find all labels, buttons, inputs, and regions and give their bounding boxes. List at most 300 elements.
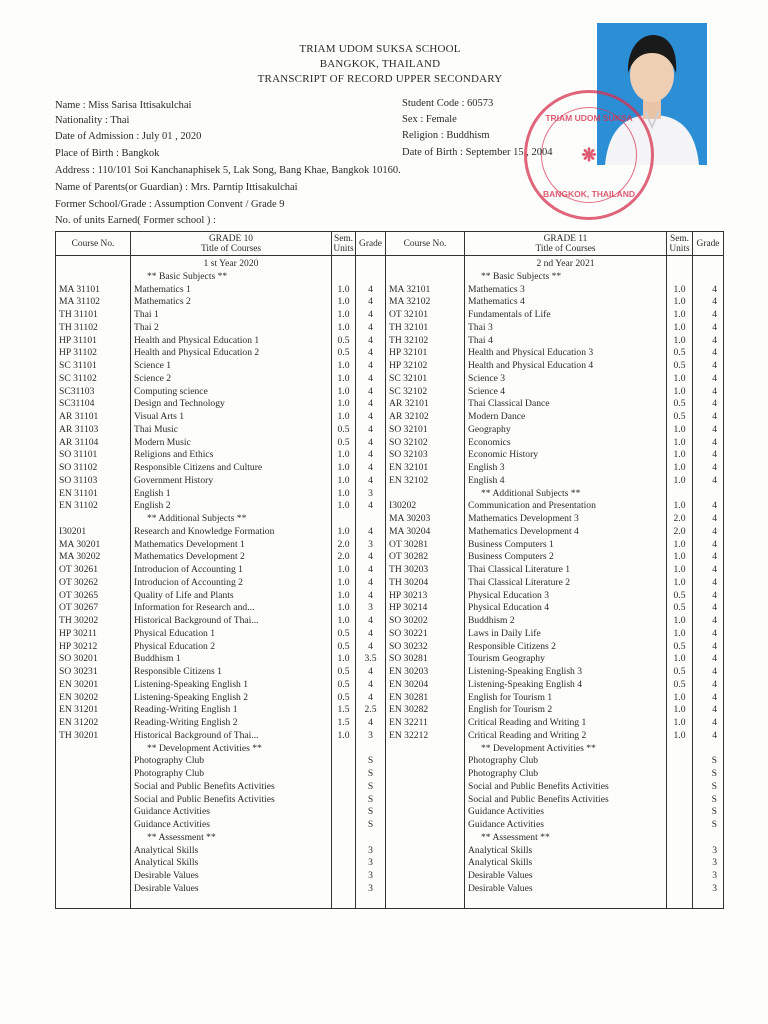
date-of-birth: Date of Birth : September 15 , 2004 [402,147,553,158]
course-grade: 4 [712,691,717,703]
course-grade: 4 [712,525,717,537]
course-code: OT 32101 [389,309,428,320]
course-code: EN 31101 [59,487,98,499]
course-grade: 4 [368,347,373,359]
year-row-grade [693,258,723,271]
course-grade: 4 [368,398,373,410]
course-units: 1.0 [673,372,686,384]
course-units [332,857,355,870]
course-title: Health and Physical Education 3 [468,347,594,359]
course-title: Thai Classical Dance [468,398,550,410]
course-code: HP 31102 [59,347,97,359]
course-code: OT 30267 [59,602,98,614]
course-grade: S [711,755,717,767]
course-code: SO 30221 [389,627,428,639]
course-title: English 3 [468,462,505,473]
course-code: EN 32212 [389,729,429,741]
course-title: Quality of Life and Plants [134,589,234,601]
course-title: Physical Education 1 [134,627,215,639]
course-title: Historical Background of Thai... [134,729,259,741]
course-title: Thai 3 [468,321,493,333]
course-code [386,806,464,819]
course-title: Thai Music [134,423,178,435]
course-units [332,768,355,781]
course-grade: 4 [712,334,717,346]
course-grade: 3 [368,844,373,856]
course-code: EN 32211 [389,717,428,728]
course-code: EN 31102 [59,500,98,512]
course-units: 0.5 [673,398,686,410]
course-title: Introducion of Accounting 2 [134,576,243,588]
course-title: Mathematics Development 1 [134,538,245,550]
course-code: EN 30201 [59,678,99,690]
course-code: TH 32102 [389,334,429,346]
course-code: OT 30262 [59,576,98,588]
course-title: Health and Physical Education 2 [134,347,260,359]
course-title: Reading-Writing English 1 [134,704,238,716]
header-units-g11: Sem. Units [667,232,693,256]
course-grade: 4 [368,576,373,588]
course-code: AR 31101 [59,411,99,422]
course-grade: 4 [712,372,717,384]
course-units: 0.5 [337,640,350,652]
course-code: SO 32103 [389,449,428,461]
course-grade: 4 [368,321,373,333]
course-grade: 4 [368,717,373,728]
course-title: Photography Club [468,755,539,767]
header-grade-g10: Grade [356,232,386,256]
course-grade: S [711,793,717,805]
course-title: Social and Public Benefits Activities [468,780,609,792]
course-code: MA 30203 [389,513,431,524]
course-units: 1.0 [337,360,350,371]
student-code: Student Code : 60573 [402,98,494,109]
course-title: Guidance Activities [468,819,544,830]
course-grade: 4 [368,436,373,448]
year-row-units [667,258,692,271]
course-code: TH 30204 [389,576,429,588]
course-units: 0.5 [673,666,686,677]
course-units: 1.0 [337,309,350,320]
section-heading: ** Basic Subjects ** [481,270,562,282]
course-units: 1.0 [673,576,686,588]
course-title: Geography [468,423,511,435]
course-units: 1.0 [673,729,686,741]
course-units: 1.0 [337,321,350,333]
course-grade: 4 [368,640,373,652]
course-grade: 4 [368,423,373,435]
course-grade: 4 [712,627,717,639]
course-code: TH 32101 [389,321,429,333]
course-grade: 4 [712,513,717,524]
course-code: EN 32102 [389,474,429,486]
course-grade: 3 [368,857,373,869]
course-units: 1.0 [673,691,686,703]
course-grade [693,488,723,501]
course-units: 1.0 [337,283,350,295]
course-units [667,845,692,858]
course-grade: 4 [712,653,717,665]
place-of-birth: Place of Birth : Bangkok [55,148,160,159]
course-title: Analytical Skills [134,857,199,869]
course-units [332,271,355,284]
school-location: BANGKOK, THAILAND [319,58,441,70]
former-school: Former School/Grade : Assumption Convent / Grade 9 [55,199,285,210]
course-grade: 3.5 [364,653,377,665]
course-title: Social and Public Benefits Activities [134,780,275,792]
year-label: 1 st Year 2020 [203,258,259,269]
course-units: 0.5 [673,347,686,359]
course-grade: 4 [712,411,717,422]
course-code: SC 32102 [389,385,428,397]
course-units: 1.0 [673,385,686,397]
course-title: Design and Technology [134,398,225,410]
course-code [56,768,130,781]
course-code [386,794,464,807]
course-units [667,488,692,501]
course-units: 1.0 [337,729,350,741]
course-units: 1.0 [337,385,350,397]
course-grade: 3 [368,870,373,881]
course-grade: S [367,793,374,805]
course-units: 1.0 [337,576,350,588]
year-row-course-no [56,258,130,271]
course-title: Analytical Skills [468,844,533,856]
course-title: Mathematics 2 [134,296,191,308]
course-grade: 4 [712,615,717,626]
course-code: MA 32101 [389,283,431,295]
course-units: 1.0 [673,627,686,639]
course-units [332,845,355,858]
header-grade10: GRADE 10 Title of Courses [131,232,332,256]
course-grade: 4 [712,423,717,435]
course-units: 0.5 [673,411,686,422]
course-title: Government History [134,474,214,486]
course-code [386,755,464,768]
section-heading: ** Development Activities ** [147,742,262,754]
course-title: English 2 [134,500,171,512]
course-title: Mathematics 3 [468,283,525,295]
course-title: Business Computers 1 [468,538,554,550]
parent-name: Name of Parents(or Guardian) : Mrs. Parntip Ittisakulchai [55,182,298,193]
course-title: Fundamentals of Life [468,309,551,320]
course-grade: 4 [712,436,717,448]
year-label: 2 nd Year 2021 [536,258,595,269]
course-grade [693,271,723,284]
course-title: Mathematics Development 4 [468,525,579,537]
course-units: 2.0 [673,525,686,537]
header-course-no-g10: Course No. [56,232,131,256]
course-code: EN 30282 [389,704,429,716]
course-units: 1.0 [673,704,686,716]
transcript-table [55,231,724,909]
course-grade: 3 [368,882,373,894]
course-grade: 4 [712,385,717,397]
course-units [332,781,355,794]
course-units: 1.0 [673,538,686,550]
course-title: Introducion of Accounting 1 [134,564,243,575]
course-units: 1.0 [673,436,686,448]
course-units: 2.0 [337,538,350,550]
course-grade: 3 [712,844,717,856]
course-units: 1.0 [673,423,686,435]
course-code [386,845,464,858]
course-grade: S [367,755,374,767]
course-title: Visual Arts 1 [134,411,185,422]
course-units [667,819,692,832]
course-title: Critical Reading and Writing 2 [468,729,587,741]
course-title: Responsible Citizens 2 [468,640,556,652]
course-grade: 4 [712,576,717,588]
course-title: Economics [468,436,511,448]
course-units: 1.0 [673,334,686,346]
course-title: Social and Public Benefits Activities [468,793,609,805]
course-grade: 4 [712,704,717,716]
course-code: SC31103 [59,385,95,397]
course-code: AR 32102 [389,411,429,422]
course-grade: S [711,780,717,792]
course-grade: 4 [712,717,717,728]
course-units: 1.0 [337,500,350,512]
course-grade: 4 [712,347,717,359]
course-code: HP 32101 [389,347,428,359]
course-units: 1.0 [337,564,350,575]
course-units [667,857,692,870]
course-units [667,794,692,807]
course-code [386,781,464,794]
course-units: 1.0 [673,551,686,563]
course-grade: 4 [712,564,717,575]
course-title: Mathematics Development 2 [134,551,245,563]
course-units: 1.0 [673,449,686,461]
course-grade [356,743,385,756]
course-title: Science 2 [134,372,172,384]
course-title: Mathematics 4 [468,296,525,308]
course-title: Thai 2 [134,321,159,333]
course-title: Guidance Activities [468,806,544,818]
header-course-no-g11: Course No. [386,232,465,256]
course-code [56,271,130,284]
course-grade [693,832,723,845]
course-grade: 4 [368,449,373,461]
course-grade: 4 [712,640,717,652]
course-code: MA 31102 [59,296,100,308]
course-units: 1.0 [337,589,350,601]
course-units: 1.0 [337,653,350,665]
course-units [667,806,692,819]
course-code: SO 30232 [389,640,428,652]
course-title: Communication and Presentation [468,500,596,512]
course-title: Guidance Activities [134,819,210,830]
course-units: 1.5 [337,717,350,728]
course-code: HP 30212 [59,640,98,652]
course-grade [356,271,385,284]
year-row-course-no [386,258,464,271]
course-title: Health and Physical Education 4 [468,360,594,371]
course-code: MA 32102 [389,296,431,308]
course-units: 2.0 [337,551,350,563]
course-grade: 3 [712,882,717,894]
course-code: TH 31102 [59,321,98,333]
course-grade: 4 [368,385,373,397]
course-grade: 4 [712,500,717,512]
course-units: 1.0 [673,653,686,665]
course-grade: 4 [712,462,717,473]
course-title: Mathematics 1 [134,283,191,295]
course-code [386,832,464,845]
student-name: Name : Miss Sarisa Ittisakulchai [55,100,192,111]
year-row-grade [356,258,385,271]
course-code [56,845,130,858]
course-code: OT 30281 [389,538,428,550]
course-title: Physical Education 3 [468,589,549,601]
course-title: Historical Background of Thai... [134,615,259,626]
course-units [332,794,355,807]
course-units: 1.0 [337,411,350,422]
course-units: 0.5 [673,602,686,614]
course-grade: 4 [368,462,373,473]
course-units [667,755,692,768]
course-title: Research and Knowledge Formation [134,525,275,537]
course-title: Social and Public Benefits Activities [134,793,275,805]
course-code: OT 30265 [59,589,98,601]
course-grade: 4 [368,691,373,703]
course-grade: 4 [712,296,717,308]
course-code: OT 30282 [389,551,428,563]
course-units: 0.5 [337,627,350,639]
course-code [56,806,130,819]
course-code [56,883,130,896]
course-units [667,271,692,284]
course-grade: 4 [368,678,373,690]
student-address: Address : 110/101 Soi Kanchanaphisek 5, Lak Song, Bang Khae, Bangkok 10160. [55,165,401,176]
course-units [667,781,692,794]
course-title: Guidance Activities [134,806,210,818]
course-grade: 3 [368,602,373,614]
course-title: Desirable Values [134,870,199,881]
course-units: 1.0 [337,462,350,473]
course-units: 1.5 [337,704,350,716]
course-title: Economic History [468,449,539,461]
course-units: 0.5 [673,589,686,601]
course-code: SO 31103 [59,474,98,486]
course-title: Science 4 [468,385,506,397]
course-code [386,857,464,870]
course-title: Laws in Daily Life [468,627,541,639]
course-units: 0.5 [673,678,686,690]
course-grade [693,743,723,756]
course-grade: 4 [712,551,717,563]
course-code [56,857,130,870]
course-code: I30202 [389,500,417,512]
course-code [56,513,130,526]
course-grade: 4 [712,449,717,461]
course-grade: S [367,819,374,830]
course-units: 1.0 [673,564,686,575]
course-units: 1.0 [673,615,686,626]
course-title: Listening-Speaking English 2 [134,691,249,703]
course-grade: 4 [712,678,717,690]
course-title: Listening-Speaking English 3 [468,666,583,677]
course-units: 1.0 [673,500,686,512]
course-grade: 4 [368,309,373,320]
course-code: SC 31101 [59,360,97,371]
course-title: Religions and Ethics [134,449,214,461]
section-heading: ** Additional Subjects ** [481,487,581,499]
course-code: EN 31202 [59,717,99,728]
course-title: Listening-Speaking English 4 [468,678,583,690]
course-title: Reading-Writing English 2 [134,717,238,728]
course-units: 1.0 [337,474,350,486]
course-code: EN 32101 [389,462,429,473]
course-grade: 3 [368,487,373,499]
year-row-units [332,258,355,271]
course-title: Analytical Skills [468,857,533,869]
course-code [56,832,130,845]
course-grade: 4 [368,551,373,563]
course-code: AR 31103 [59,423,99,435]
course-units [332,819,355,832]
course-title: Analytical Skills [134,844,199,856]
course-units: 1.0 [337,602,350,614]
section-heading: ** Assessment ** [481,831,550,843]
course-title: Desirable Values [468,870,533,881]
course-units: 0.5 [337,334,350,346]
course-grade: 4 [712,309,717,320]
course-grade: 4 [368,627,373,639]
student-sex: Sex : Female [402,114,457,125]
course-units [667,883,692,896]
course-code: SO 32102 [389,436,428,448]
school-seal-stamp: TRIAM UDOM SUKSA ❋ BANGKOK, THAILAND [524,90,654,220]
course-code: OT 30261 [59,564,98,575]
course-grade: 4 [368,334,373,346]
course-code: AR 31104 [59,436,99,448]
course-grade: 4 [368,474,373,486]
course-grade: 4 [368,360,373,371]
course-title: English for Tourism 2 [468,704,553,716]
section-heading: ** Development Activities ** [481,742,596,754]
course-units: 1.0 [673,283,686,295]
course-grade: 4 [368,500,373,512]
course-units: 1.0 [337,296,350,308]
course-grade: 4 [712,538,717,550]
course-code: HP 30214 [389,602,428,614]
course-code [386,768,464,781]
course-code: HP 30211 [59,627,97,639]
course-title: Tourism Geography [468,653,545,665]
course-units [332,883,355,896]
student-nationality: Nationality : Thai [55,115,130,126]
course-units: 0.5 [673,360,686,371]
course-code: TH 30203 [389,564,429,575]
course-title: Desirable Values [134,882,199,894]
header-grade11: GRADE 11 Title of Courses [465,232,667,256]
course-units [332,755,355,768]
course-units [667,743,692,756]
course-title: Modern Music [134,436,191,448]
course-title: Desirable Values [468,882,533,894]
course-units [667,870,692,883]
course-code [386,870,464,883]
course-units: 0.5 [673,640,686,652]
course-code [386,271,464,284]
course-title: Thai 4 [468,334,493,346]
course-code [56,781,130,794]
course-units: 0.5 [337,678,350,690]
course-units: 1.0 [337,398,350,410]
course-code: SC 32101 [389,372,428,384]
